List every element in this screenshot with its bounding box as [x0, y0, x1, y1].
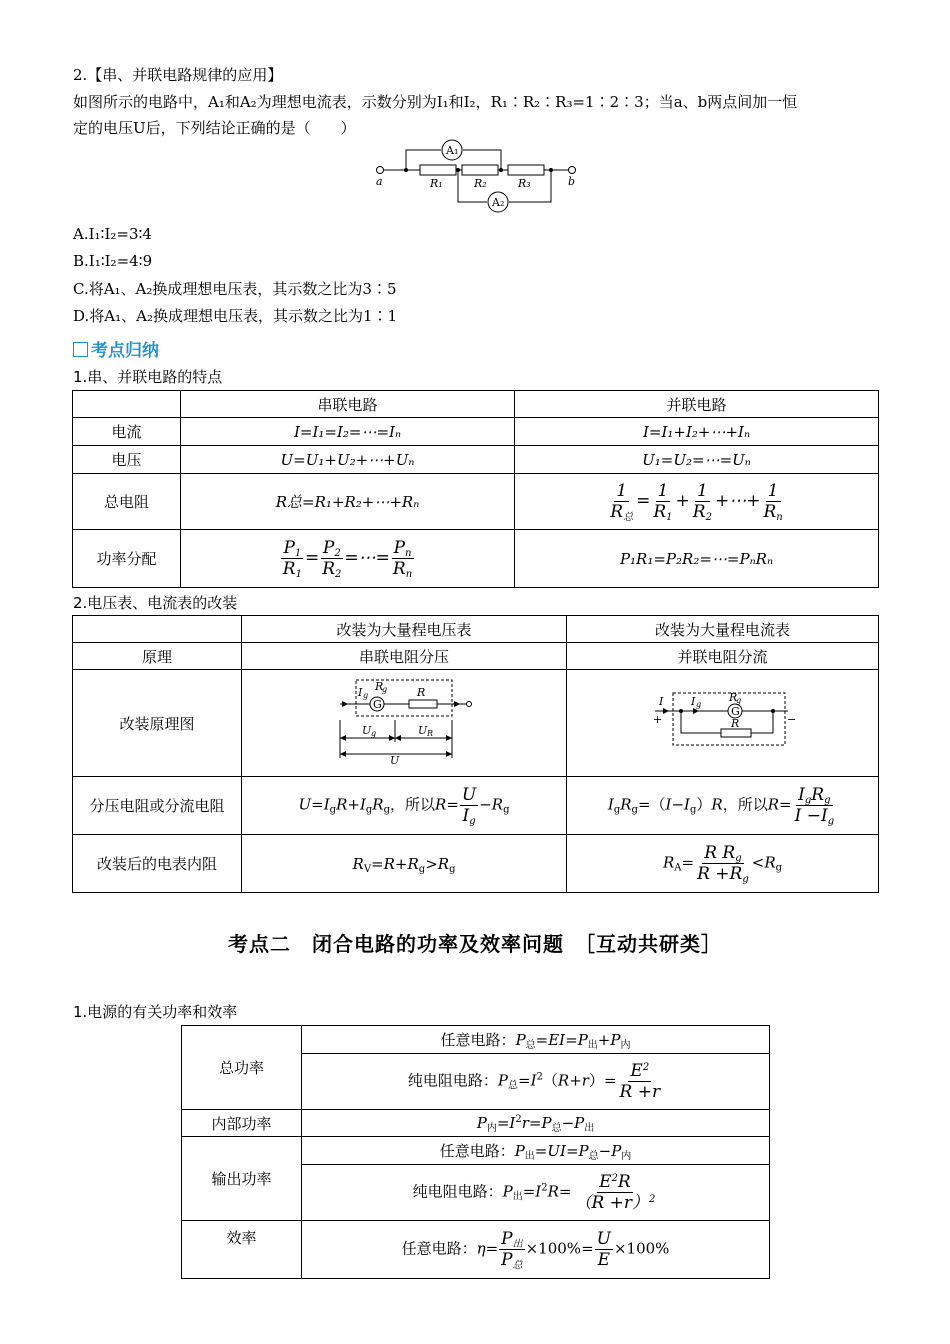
ammeter-a2-label: A₂ [492, 196, 505, 209]
svg-text:g: g [382, 685, 388, 694]
option-b[interactable]: B.I₁∶I₂=4∶9 [73, 252, 153, 270]
output-power-pure: 纯电阻电路：$P_出=I^2R=$ $\frac{E^2R}{(R +r)^2}$ [302, 1165, 770, 1221]
ammeter-a1-label: A₁ [446, 144, 459, 157]
summary-heading: 考点归纳 [73, 336, 159, 361]
ammeter-conversion-diagram [652, 691, 796, 751]
svg-text:g: g [735, 696, 741, 705]
divider-resistor-formula: $U=I_gR+I_gR_g$，所以R= $\frac{U}{I_g}$ $-R_g$ [242, 777, 567, 835]
question-circuit-figure [370, 138, 585, 216]
table2-header-ammeter: 改装为大量程电流表 [567, 616, 879, 643]
voltmeter-internal-resistance: $R_V=R+R_g>R_g$ [242, 835, 567, 893]
total-power-any: 任意电路：$P_总=EI=P_出+P_内$ [302, 1026, 770, 1054]
table1-header-parallel: 并联电路 [515, 391, 879, 418]
terminal-b-label: b [568, 175, 576, 188]
svg-text:R: R [417, 686, 426, 699]
power-efficiency-table [181, 1025, 770, 1279]
svg-text:U: U [418, 724, 428, 737]
svg-text:R: R [730, 717, 739, 730]
question-stem-line2: 定的电压U后，下列结论正确的是（ ） [73, 119, 356, 137]
svg-text:U: U [390, 754, 400, 767]
row-label-principle: 原理 [73, 643, 242, 670]
voltage-parallel: U₁=U₂=⋯=Uₙ [515, 446, 879, 474]
row-label-resistance: 总电阻 [73, 474, 181, 530]
option-d[interactable]: D.将A₁、A₂换成理想电压表，其示数之比为1∶1 [73, 307, 398, 325]
r3-label: R₃ [518, 177, 531, 190]
label-internal-power: 内部功率 [182, 1110, 302, 1137]
resistance-parallel-formula: $\frac{1}{R_总}$ = $\frac{1}{R_1}$ + $\frac{1}{R_2}$ +⋯+ $\frac{1}{R_n}$ [515, 474, 879, 530]
series-parallel-table [72, 390, 879, 588]
svg-text:−: − [786, 713, 796, 726]
subheading-power-efficiency: 1.电源的有关功率和效率 [73, 1003, 238, 1021]
svg-text:U: U [362, 724, 372, 737]
svg-text:+: + [652, 713, 662, 726]
shunt-resistor-formula: $I_gR_g=(I-I_g)R$，所以R= $\frac{I_gR_g}{I -I_g}$ [567, 777, 879, 835]
row-label-power: 功率分配 [73, 530, 181, 588]
efficiency-formula: 任意电路：η= $\frac{P_出}{P_总}$ ×100%= $\frac{U}{E}$ ×100% [302, 1221, 770, 1279]
resistance-series: R总=R₁+R₂+⋯+Rₙ [181, 474, 515, 530]
option-a[interactable]: A.I₁∶I₂=3∶4 [73, 225, 152, 243]
row-label-current: 电流 [73, 418, 181, 446]
option-c[interactable]: C.将A₁、A₂换成理想电压表，其示数之比为3∶5 [73, 280, 397, 298]
power-series-formula: $\frac{P_1}{R_1}$ = $\frac{P_2}{R_2}$ =⋯= $\frac{P_n}{R_n}$ [181, 530, 515, 588]
principle-ammeter: 并联电阻分流 [567, 643, 879, 670]
r2-label: R₂ [474, 177, 487, 190]
svg-text:R: R [427, 729, 434, 738]
power-parallel: P₁R₁=P₂R₂=⋯=PₙRₙ [515, 530, 879, 588]
row-label-voltage: 电压 [73, 446, 181, 474]
subheading-series-parallel: 1.串、并联电路的特点 [73, 368, 223, 386]
svg-text:g: g [695, 700, 701, 709]
label-output-power: 输出功率 [182, 1137, 302, 1221]
question-stem-line1: 如图所示的电路中，A₁和A₂为理想电流表，示数分别为I₁和I₂，R₁∶R₂∶R₃=1∶2∶3；当a、b两点间加一恒 [73, 93, 798, 111]
meter-conversion-table [72, 615, 879, 893]
internal-power: $P_内=I^2r=P_总-P_出$ [302, 1110, 770, 1137]
r1-label: R₁ [430, 177, 443, 190]
svg-text:I: I [690, 695, 695, 708]
table1-corner [73, 391, 181, 418]
ammeter-diagram-cell [567, 670, 879, 777]
svg-text:G: G [373, 698, 382, 711]
label-efficiency: 效率 [182, 1221, 302, 1279]
table2-corner [73, 616, 242, 643]
output-power-any: 任意电路：$P_出=UI=P_总-P_内$ [302, 1137, 770, 1165]
ammeter-internal-resistance: $R_A=$ $\frac{R R_g}{R +R_g}$ $<R_g$ [567, 835, 879, 893]
subheading-meter-conversion: 2.电压表、电流表的改装 [73, 594, 238, 612]
terminal-a-label: a [376, 175, 383, 188]
voltmeter-conversion-diagram [334, 676, 474, 766]
row-label-diagram: 改装原理图 [73, 670, 242, 777]
current-parallel: I=I₁+I₂+⋯+Iₙ [515, 418, 879, 446]
total-power-pure: 纯电阻电路：$P_总=I^2(R+r)=$ $\frac{E^2}{R +r}$ [302, 1054, 770, 1110]
section-title: 考点二 闭合电路的功率及效率问题 ［互动共研类］ [228, 932, 722, 956]
voltage-series: U=U₁+U₂+⋯+Uₙ [181, 446, 515, 474]
svg-text:I: I [358, 686, 363, 699]
table2-header-voltmeter: 改装为大量程电压表 [242, 616, 567, 643]
current-series: I=I₁=I₂=⋯=Iₙ [181, 418, 515, 446]
row-label-divider-resistor: 分压电阻或分流电阻 [73, 777, 242, 835]
checkbox-icon [73, 342, 88, 357]
svg-text:g: g [371, 729, 377, 738]
label-total-power: 总功率 [182, 1026, 302, 1110]
svg-text:G: G [730, 705, 740, 718]
svg-text:R: R [728, 691, 737, 704]
voltmeter-diagram-cell [242, 670, 567, 777]
svg-text:I: I [658, 695, 663, 708]
svg-text:g: g [363, 691, 369, 700]
principle-voltmeter: 串联电阻分压 [242, 643, 567, 670]
question-title: 2.【串、并联电路规律的应用】 [73, 66, 283, 84]
table1-header-series: 串联电路 [181, 391, 515, 418]
row-label-internal-resistance: 改装后的电表内阻 [73, 835, 242, 893]
svg-text:R: R [375, 680, 384, 693]
